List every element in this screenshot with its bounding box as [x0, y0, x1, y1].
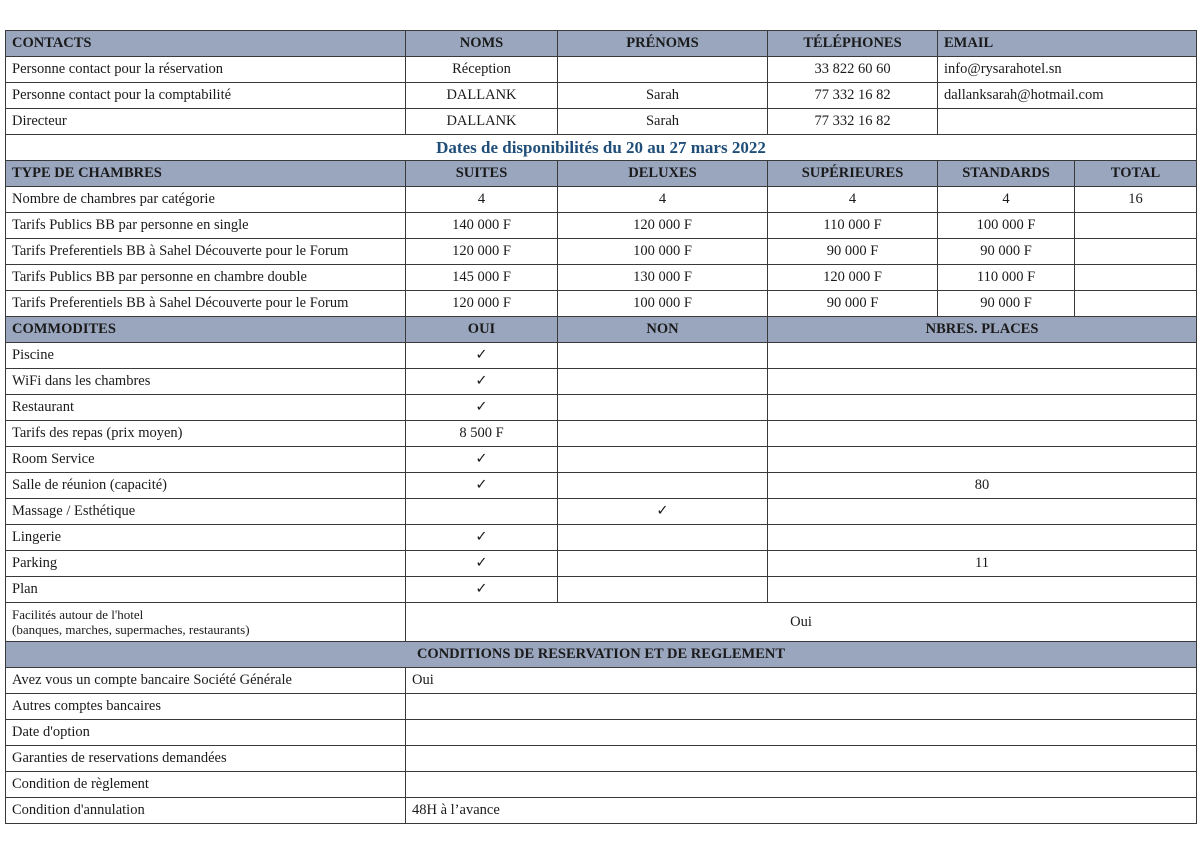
conditions-header-row — [6, 642, 1197, 668]
amenity-places — [768, 447, 1197, 473]
amenity-row — [6, 525, 1197, 551]
amenity-label: Restaurant — [6, 395, 406, 421]
contact-label: Personne contact pour la réservation — [6, 57, 406, 83]
contact-row — [6, 83, 1197, 109]
condition-label: Condition d'annulation — [6, 798, 406, 824]
total-value — [1075, 291, 1197, 317]
room-row — [6, 187, 1197, 213]
superieures-value: 120 000 F — [768, 265, 938, 291]
amenity-row — [6, 499, 1197, 525]
header-cell: NBRES. PLACES — [768, 317, 1197, 343]
amenity-row — [6, 447, 1197, 473]
amenity-no: ✓ — [558, 499, 768, 525]
total-value — [1075, 213, 1197, 239]
condition-row — [6, 668, 1197, 694]
amenity-no — [558, 395, 768, 421]
amenity-yes: ✓ — [406, 473, 558, 499]
amenity-row — [6, 369, 1197, 395]
superieures-value: 90 000 F — [768, 291, 938, 317]
amenity-yes: 8 500 F — [406, 421, 558, 447]
amenity-yes: ✓ — [406, 551, 558, 577]
standards-value: 4 — [938, 187, 1075, 213]
amenity-places — [768, 421, 1197, 447]
amenity-places — [768, 369, 1197, 395]
amenity-yes: ✓ — [406, 343, 558, 369]
condition-label: Garanties de reservations demandées — [6, 746, 406, 772]
amenity-yes: ✓ — [406, 577, 558, 603]
facilities-label-line2: (banques, marches, supermaches, restaurants) — [12, 622, 250, 637]
contact-name: DALLANK — [406, 83, 558, 109]
amenity-row — [6, 395, 1197, 421]
suites-value: 4 — [406, 187, 558, 213]
suites-value: 140 000 F — [406, 213, 558, 239]
superieures-value: 90 000 F — [768, 239, 938, 265]
room-row — [6, 265, 1197, 291]
amenities-header-row — [6, 317, 1197, 343]
amenity-row — [6, 551, 1197, 577]
header-cell: PRÉNOMS — [558, 31, 768, 57]
room-label: Nombre de chambres par catégorie — [6, 187, 406, 213]
amenity-yes: ✓ — [406, 447, 558, 473]
condition-row — [6, 720, 1197, 746]
standards-value: 100 000 F — [938, 213, 1075, 239]
availability-title: Dates de disponibilités du 20 au 27 mars 2022 — [6, 135, 1197, 161]
header-cell: TOTAL — [1075, 161, 1197, 187]
amenity-label: Plan — [6, 577, 406, 603]
facilities-label — [6, 603, 406, 642]
room-label: Tarifs Publics BB par personne en single — [6, 213, 406, 239]
header-cell: COMMODITES — [6, 317, 406, 343]
condition-label: Autres comptes bancaires — [6, 694, 406, 720]
superieures-value: 4 — [768, 187, 938, 213]
amenity-yes: ✓ — [406, 525, 558, 551]
header-cell: NOMS — [406, 31, 558, 57]
amenity-label: Room Service — [6, 447, 406, 473]
total-value — [1075, 239, 1197, 265]
deluxes-value: 4 — [558, 187, 768, 213]
deluxes-value: 120 000 F — [558, 213, 768, 239]
conditions-title: CONDITIONS DE RESERVATION ET DE REGLEMENT — [6, 642, 1197, 668]
contact-phone: 77 332 16 82 — [768, 109, 938, 135]
contact-name: Réception — [406, 57, 558, 83]
amenity-places — [768, 343, 1197, 369]
amenity-yes: ✓ — [406, 395, 558, 421]
amenity-no — [558, 473, 768, 499]
facilities-label-line1: Facilités autour de l'hotel — [12, 607, 144, 622]
condition-value — [406, 694, 1197, 720]
standards-value: 110 000 F — [938, 265, 1075, 291]
amenity-places — [768, 525, 1197, 551]
amenity-no — [558, 369, 768, 395]
room-row — [6, 213, 1197, 239]
header-cell: NON — [558, 317, 768, 343]
hotel-booking-form — [5, 30, 1197, 824]
condition-row — [6, 694, 1197, 720]
amenity-row — [6, 577, 1197, 603]
amenity-label: Massage / Esthétique — [6, 499, 406, 525]
condition-row — [6, 746, 1197, 772]
condition-row — [6, 772, 1197, 798]
amenity-row — [6, 343, 1197, 369]
amenity-no — [558, 343, 768, 369]
amenity-places — [768, 499, 1197, 525]
room-row — [6, 239, 1197, 265]
condition-label: Date d'option — [6, 720, 406, 746]
condition-value — [406, 720, 1197, 746]
contact-phone: 77 332 16 82 — [768, 83, 938, 109]
contact-row — [6, 57, 1197, 83]
deluxes-value: 130 000 F — [558, 265, 768, 291]
contact-email: dallanksarah@hotmail.com — [938, 83, 1197, 109]
header-cell: TYPE DE CHAMBRES — [6, 161, 406, 187]
amenity-label: Lingerie — [6, 525, 406, 551]
amenity-row — [6, 421, 1197, 447]
amenity-places — [768, 395, 1197, 421]
header-cell: SUITES — [406, 161, 558, 187]
amenity-label: Piscine — [6, 343, 406, 369]
standards-value: 90 000 F — [938, 239, 1075, 265]
condition-label: Condition de règlement — [6, 772, 406, 798]
condition-value: Oui — [406, 668, 1197, 694]
condition-value — [406, 746, 1197, 772]
amenity-label: Tarifs des repas (prix moyen) — [6, 421, 406, 447]
contact-firstname: Sarah — [558, 109, 768, 135]
room-label: Tarifs Publics BB par personne en chambre double — [6, 265, 406, 291]
amenity-row — [6, 473, 1197, 499]
standards-value: 90 000 F — [938, 291, 1075, 317]
deluxes-value: 100 000 F — [558, 239, 768, 265]
condition-value: 48H à l’avance — [406, 798, 1197, 824]
amenity-places: 11 — [768, 551, 1197, 577]
header-cell: TÉLÉPHONES — [768, 31, 938, 57]
contact-name: DALLANK — [406, 109, 558, 135]
condition-row — [6, 798, 1197, 824]
amenity-places — [768, 577, 1197, 603]
suites-value: 145 000 F — [406, 265, 558, 291]
contact-label: Personne contact pour la comptabilité — [6, 83, 406, 109]
facilities-row — [6, 603, 1197, 642]
header-cell: DELUXES — [558, 161, 768, 187]
amenity-no — [558, 577, 768, 603]
contact-firstname: Sarah — [558, 83, 768, 109]
contacts-header-row — [6, 31, 1197, 57]
suites-value: 120 000 F — [406, 239, 558, 265]
contact-firstname — [558, 57, 768, 83]
header-cell: CONTACTS — [6, 31, 406, 57]
condition-value — [406, 772, 1197, 798]
availability-row — [6, 135, 1197, 161]
amenity-no — [558, 447, 768, 473]
rooms-header-row — [6, 161, 1197, 187]
room-row — [6, 291, 1197, 317]
contact-row — [6, 109, 1197, 135]
header-cell: EMAIL — [938, 31, 1197, 57]
amenity-no — [558, 421, 768, 447]
amenity-places: 80 — [768, 473, 1197, 499]
amenity-yes: ✓ — [406, 369, 558, 395]
facilities-value: Oui — [406, 603, 1197, 642]
total-value — [1075, 265, 1197, 291]
amenity-no — [558, 551, 768, 577]
deluxes-value: 100 000 F — [558, 291, 768, 317]
amenity-yes — [406, 499, 558, 525]
amenity-label: Salle de réunion (capacité) — [6, 473, 406, 499]
room-label: Tarifs Preferentiels BB à Sahel Découverte pour le Forum — [6, 239, 406, 265]
contact-label: Directeur — [6, 109, 406, 135]
superieures-value: 110 000 F — [768, 213, 938, 239]
amenity-no — [558, 525, 768, 551]
amenity-label: Parking — [6, 551, 406, 577]
total-value: 16 — [1075, 187, 1197, 213]
suites-value: 120 000 F — [406, 291, 558, 317]
header-cell: OUI — [406, 317, 558, 343]
header-cell: STANDARDS — [938, 161, 1075, 187]
condition-label: Avez vous un compte bancaire Société Générale — [6, 668, 406, 694]
contact-email: info@rysarahotel.sn — [938, 57, 1197, 83]
room-label: Tarifs Preferentiels BB à Sahel Découverte pour le Forum — [6, 291, 406, 317]
contact-email — [938, 109, 1197, 135]
header-cell: SUPÉRIEURES — [768, 161, 938, 187]
amenity-label: WiFi dans les chambres — [6, 369, 406, 395]
contact-phone: 33 822 60 60 — [768, 57, 938, 83]
